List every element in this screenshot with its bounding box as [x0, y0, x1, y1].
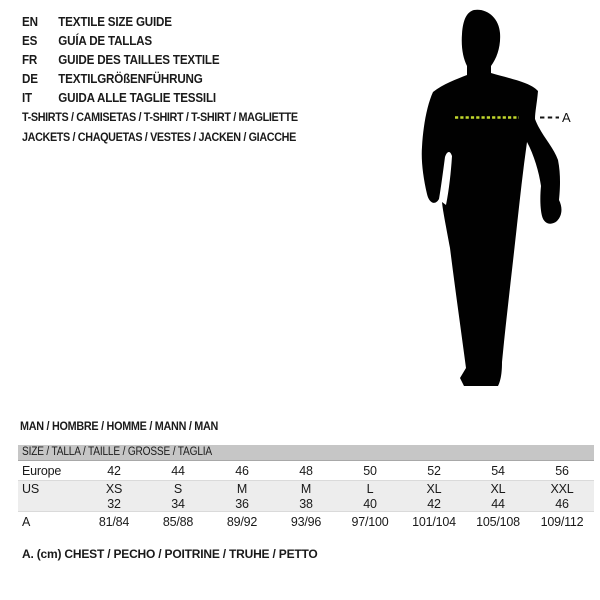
language-row-de	[22, 69, 219, 88]
language-code: ES	[22, 33, 38, 48]
size-table-header-text: SIZE / TALLA / TAILLE / GRÖSSE / TAGLIA	[22, 446, 212, 458]
size-cell: 89/92	[226, 514, 258, 529]
table-row-europe	[18, 461, 594, 481]
size-cell: 105/108	[476, 514, 520, 529]
size-cell: 81/84	[98, 514, 130, 529]
section-title-man: MAN / HOMBRE / HOMME / MANN / MAN	[20, 419, 219, 433]
table-row-us	[18, 481, 594, 496]
language-label: GUÍA DE TALLAS	[58, 33, 152, 48]
language-code: IT	[22, 90, 32, 105]
measure-label-a: A	[562, 110, 571, 125]
size-cell: M	[236, 481, 248, 496]
language-label: TEXTILGRÖßENFÜHRUNG	[58, 71, 203, 86]
size-table-header	[18, 445, 594, 461]
language-row-en	[22, 12, 219, 31]
category-line-tshirts: T-SHIRTS / CAMISETAS / T-SHIRT / T-SHIRT / MAGLIETTE	[22, 110, 298, 124]
language-label: TEXTILE SIZE GUIDE	[58, 14, 172, 29]
size-cell: XL	[490, 481, 506, 496]
size-cell: 97/100	[351, 514, 389, 529]
size-cell: 56	[555, 463, 569, 478]
language-row-es	[22, 31, 219, 50]
row-label: Europe	[22, 463, 62, 478]
language-code: EN	[22, 14, 38, 29]
size-cell: 48	[299, 463, 313, 478]
language-list	[22, 12, 234, 107]
size-cell: XXL	[550, 481, 574, 496]
language-label: GUIDA ALLE TAGLIE TESSILI	[58, 90, 216, 105]
language-row-fr	[22, 50, 219, 69]
language-row-it	[22, 88, 219, 107]
size-cell: L	[366, 481, 374, 496]
man-silhouette	[422, 10, 562, 386]
size-cell: 36	[235, 496, 249, 511]
size-cell: 85/88	[162, 514, 194, 529]
size-cell: 101/104	[412, 514, 456, 529]
row-label: A	[22, 514, 31, 529]
size-cell: 34	[171, 496, 185, 511]
size-cell: 42	[107, 463, 121, 478]
size-cell: 46	[555, 496, 569, 511]
size-cell: 44	[171, 463, 185, 478]
measurement-footnote: A. (cm) CHEST / PECHO / POITRINE / TRUHE / PETTO	[22, 547, 318, 561]
size-cell: 40	[363, 496, 377, 511]
category-line-jackets: JACKETS / CHAQUETAS / VESTES / JACKEN / GIACCHE	[22, 129, 296, 144]
category-heading	[22, 108, 328, 147]
size-cell: 32	[107, 496, 121, 511]
size-cell: XL	[426, 481, 442, 496]
size-cell: 52	[427, 463, 441, 478]
size-cell: 109/112	[540, 514, 584, 529]
size-cell: 44	[491, 496, 505, 511]
size-cell: 42	[427, 496, 441, 511]
size-cell: 50	[363, 463, 377, 478]
table-row-us-numeric	[18, 496, 594, 512]
size-cell: 54	[491, 463, 505, 478]
size-cell: XS	[105, 481, 123, 496]
language-label: GUIDE DES TAILLES TEXTILE	[58, 52, 220, 67]
size-cell: M	[300, 481, 312, 496]
language-code: FR	[22, 52, 38, 67]
size-cell: 38	[299, 496, 313, 511]
size-cell: S	[173, 481, 183, 496]
size-table	[18, 445, 594, 531]
size-cell: 93/96	[290, 514, 322, 529]
row-label: US	[22, 481, 39, 496]
size-cell: 46	[235, 463, 249, 478]
table-row-chest	[18, 512, 594, 531]
language-code: DE	[22, 71, 38, 86]
